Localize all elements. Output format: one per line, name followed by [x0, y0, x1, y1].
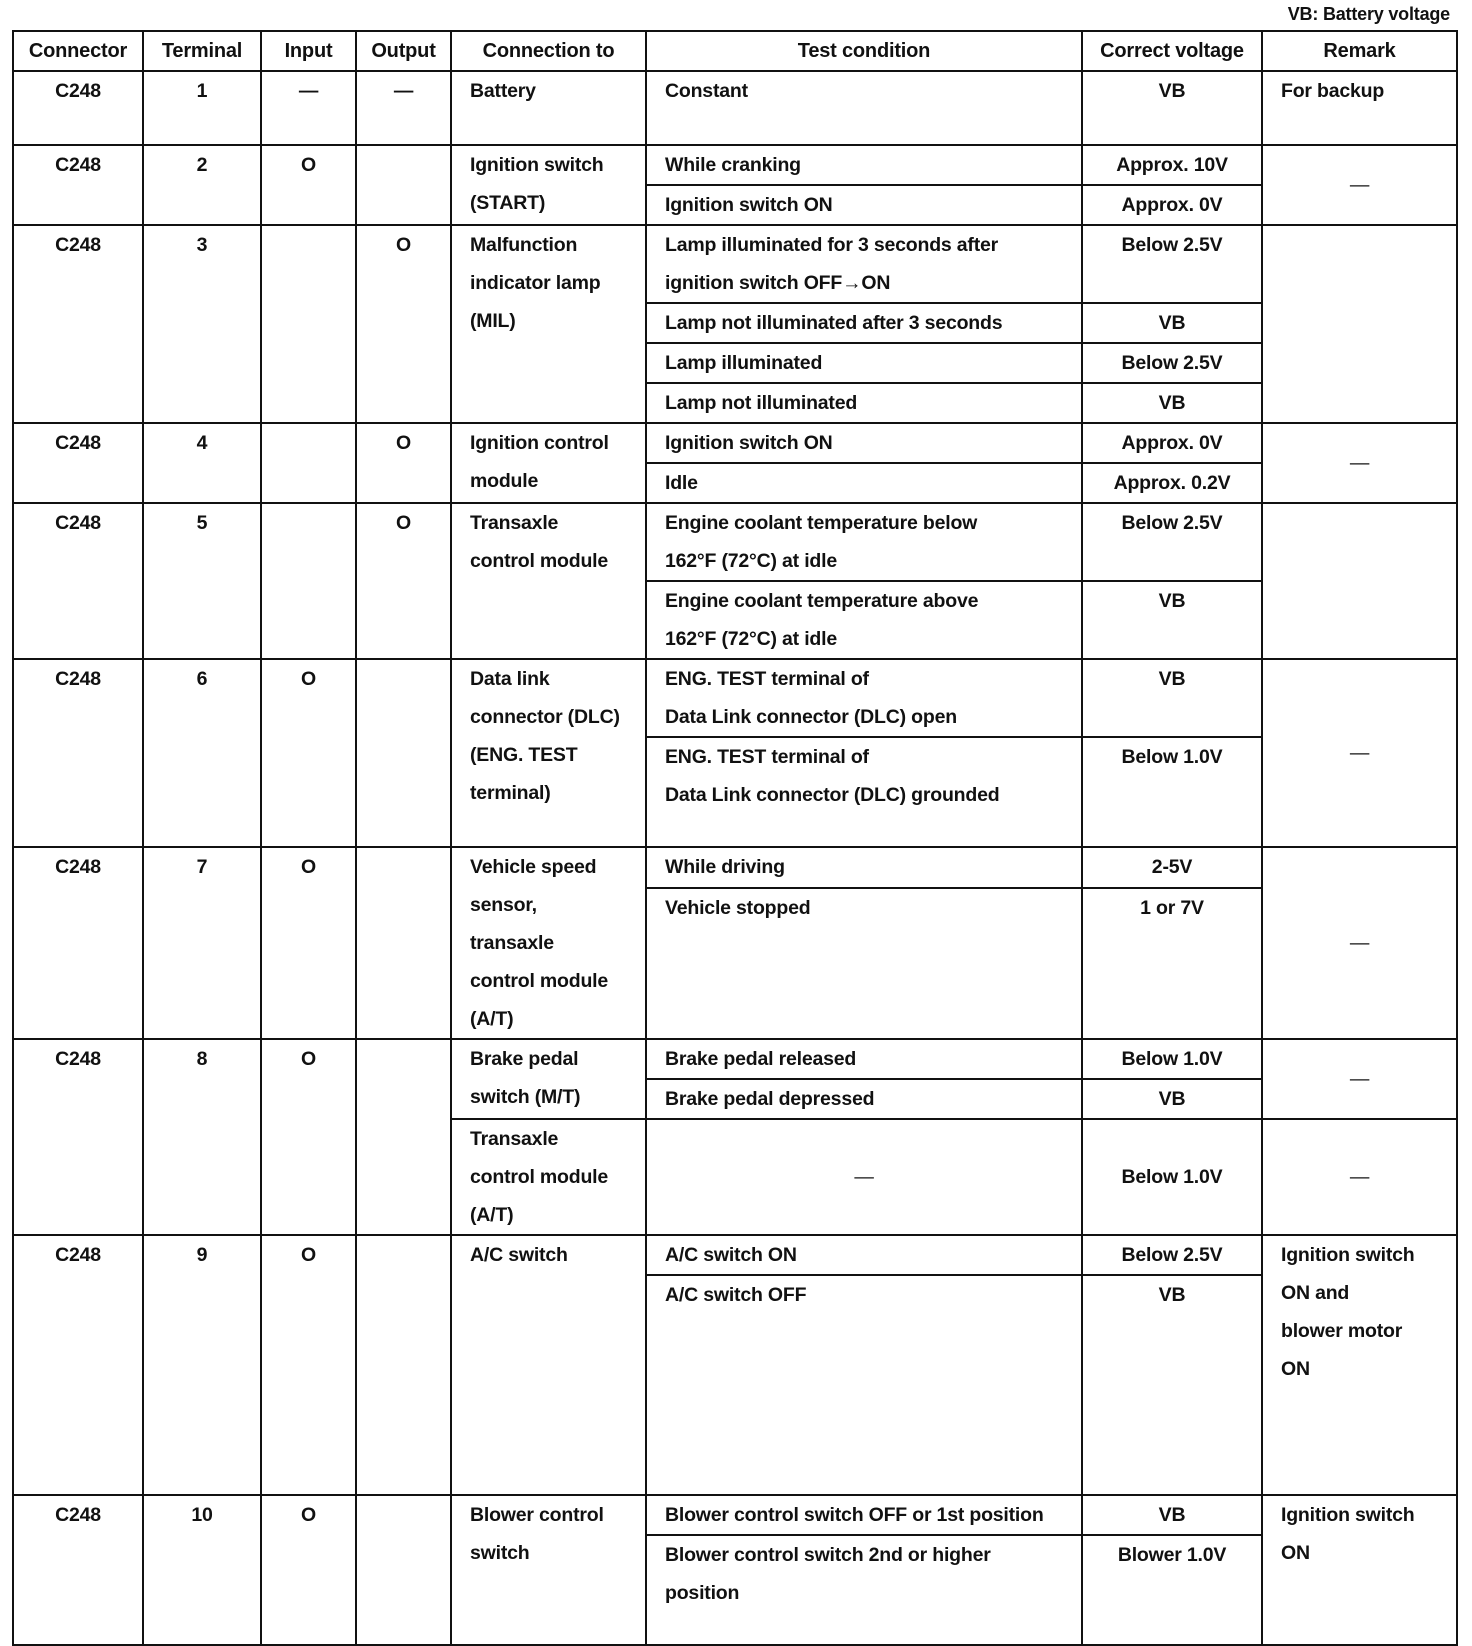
terminal-cell: 8 [143, 1039, 261, 1235]
connector-cell: C248 [13, 659, 143, 847]
input-cell [261, 225, 356, 423]
input-cell: O [261, 1235, 356, 1495]
remark-cell: — [1262, 659, 1457, 847]
terminal-cell: 4 [143, 423, 261, 503]
input-cell: O [261, 1495, 356, 1645]
voltage-cell: Approx. 0V [1082, 423, 1262, 463]
header-remark: Remark [1262, 31, 1457, 71]
test-condition-cell: A/C switch OFF [646, 1275, 1082, 1495]
header-row [13, 31, 1457, 71]
test-condition-cell: Brake pedal released [646, 1039, 1082, 1079]
input-cell: O [261, 659, 356, 847]
input-cell: O [261, 1039, 356, 1235]
voltage-cell: VB [1082, 1079, 1262, 1119]
connection-cell: Brake pedal switch (M/T) [451, 1039, 646, 1119]
test-condition-cell: Brake pedal depressed [646, 1079, 1082, 1119]
table-row [13, 423, 1457, 463]
test-condition-cell: Lamp not illuminated after 3 seconds [646, 303, 1082, 343]
connection-cell: Malfunction indicator lamp (MIL) [451, 225, 646, 423]
header-terminal: Terminal [143, 31, 261, 71]
terminal-cell: 6 [143, 659, 261, 847]
connector-cell: C248 [13, 423, 143, 503]
test-condition-cell: While cranking [646, 145, 1082, 185]
test-condition-cell: A/C switch ON [646, 1235, 1082, 1275]
test-condition-cell: ENG. TEST terminal of Data Link connector (DLC) grounded [646, 737, 1082, 847]
test-condition-cell: Engine coolant temperature below 162°F (72°C) at idle [646, 503, 1082, 581]
voltage-cell: VB [1082, 659, 1262, 737]
terminal-cell: 1 [143, 71, 261, 145]
table-row [13, 1235, 1457, 1275]
terminal-cell: 9 [143, 1235, 261, 1495]
test-condition-cell: Lamp illuminated for 3 seconds after ignition switch OFF→ON [646, 225, 1082, 303]
remark-cell: Ignition switch ON [1262, 1495, 1457, 1645]
input-cell [261, 503, 356, 659]
terminal-cell: 10 [143, 1495, 261, 1645]
battery-voltage-note: VB: Battery voltage [1287, 4, 1450, 24]
connector-cell: C248 [13, 503, 143, 659]
connector-cell: C248 [13, 71, 143, 145]
voltage-cell: 2-5V [1082, 847, 1262, 888]
header-input: Input [261, 31, 356, 71]
terminal-cell: 5 [143, 503, 261, 659]
connection-cell: Data link connector (DLC) (ENG. TEST terminal) [451, 659, 646, 847]
table-row [13, 145, 1457, 185]
connector-cell: C248 [13, 1039, 143, 1235]
output-cell [356, 1039, 451, 1235]
voltage-cell: Below 2.5V [1082, 225, 1262, 303]
voltage-cell: VB [1082, 383, 1262, 423]
input-cell: — [261, 71, 356, 145]
voltage-cell: Approx. 0.2V [1082, 463, 1262, 503]
table-row [13, 71, 1457, 145]
voltage-cell: VB [1082, 1275, 1262, 1495]
voltage-cell: 1 or 7V [1082, 888, 1262, 1039]
input-cell: O [261, 145, 356, 225]
connection-cell: Battery [451, 71, 646, 145]
remark-cell: For backup [1262, 71, 1457, 145]
voltage-cell: Below 1.0V [1082, 1039, 1262, 1079]
output-cell [356, 1495, 451, 1645]
voltage-cell: VB [1082, 1495, 1262, 1535]
connector-cell: C248 [13, 847, 143, 1039]
header-correct-voltage: Correct voltage [1082, 31, 1262, 71]
connection-cell: Vehicle speed sensor, transaxle control module (A/T) [451, 847, 646, 1039]
voltage-cell: Below 2.5V [1082, 1235, 1262, 1275]
table-row [13, 1039, 1457, 1079]
voltage-cell: VB [1082, 581, 1262, 659]
voltage-cell: Below 1.0V [1082, 1119, 1262, 1235]
connector-cell: C248 [13, 225, 143, 423]
terminal-cell: 3 [143, 225, 261, 423]
output-cell [356, 1235, 451, 1495]
connection-cell: A/C switch [451, 1235, 646, 1495]
connection-cell: Transaxle control module [451, 503, 646, 659]
test-condition-cell: Engine coolant temperature above 162°F (72°C) at idle [646, 581, 1082, 659]
remark-cell: — [1262, 1039, 1457, 1119]
output-cell: O [356, 423, 451, 503]
test-condition-cell: Vehicle stopped [646, 888, 1082, 1039]
table-row [13, 659, 1457, 737]
output-cell: O [356, 225, 451, 423]
remark-cell [1262, 503, 1457, 659]
test-condition-cell: Constant [646, 71, 1082, 145]
test-condition-cell: Blower control switch OFF or 1st position [646, 1495, 1082, 1535]
terminal-cell: 7 [143, 847, 261, 1039]
connection-cell: Ignition switch (START) [451, 145, 646, 225]
table-row [13, 503, 1457, 581]
remark-cell: — [1262, 1119, 1457, 1235]
voltage-cell: Below 2.5V [1082, 503, 1262, 581]
test-condition-cell: Ignition switch ON [646, 185, 1082, 225]
remark-cell [1262, 225, 1457, 423]
output-cell: O [356, 503, 451, 659]
remark-cell: Ignition switch ON and blower motor ON [1262, 1235, 1457, 1495]
voltage-cell: VB [1082, 303, 1262, 343]
table-row [13, 225, 1457, 303]
voltage-cell: Below 1.0V [1082, 737, 1262, 847]
terminal-spec-table [12, 30, 1458, 1646]
connector-cell: C248 [13, 1495, 143, 1645]
connection-cell: Transaxle control module (A/T) [451, 1119, 646, 1235]
table-row [13, 847, 1457, 888]
connector-cell: C248 [13, 1235, 143, 1495]
output-cell [356, 847, 451, 1039]
output-cell: — [356, 71, 451, 145]
output-cell [356, 659, 451, 847]
test-condition-cell: ENG. TEST terminal of Data Link connector (DLC) open [646, 659, 1082, 737]
test-condition-cell: — [646, 1119, 1082, 1235]
connection-cell: Ignition control module [451, 423, 646, 503]
test-condition-cell: Blower control switch 2nd or higher position [646, 1535, 1082, 1645]
output-cell [356, 145, 451, 225]
test-condition-cell: Idle [646, 463, 1082, 503]
input-cell: O [261, 847, 356, 1039]
header-connection: Connection to [451, 31, 646, 71]
voltage-cell: Below 2.5V [1082, 343, 1262, 383]
voltage-cell: Approx. 0V [1082, 185, 1262, 225]
test-condition-cell: Lamp not illuminated [646, 383, 1082, 423]
table-row [13, 1495, 1457, 1535]
connection-cell: Blower control switch [451, 1495, 646, 1645]
header-output: Output [356, 31, 451, 71]
test-condition-cell: While driving [646, 847, 1082, 888]
voltage-cell: VB [1082, 71, 1262, 145]
voltage-cell: Approx. 10V [1082, 145, 1262, 185]
input-cell [261, 423, 356, 503]
test-condition-cell: Lamp illuminated [646, 343, 1082, 383]
header-test-condition: Test condition [646, 31, 1082, 71]
remark-cell: — [1262, 423, 1457, 503]
connector-cell: C248 [13, 145, 143, 225]
header-connector: Connector [13, 31, 143, 71]
test-condition-cell: Ignition switch ON [646, 423, 1082, 463]
terminal-cell: 2 [143, 145, 261, 225]
voltage-cell: Blower 1.0V [1082, 1535, 1262, 1645]
remark-cell: — [1262, 145, 1457, 225]
remark-cell: — [1262, 847, 1457, 1039]
